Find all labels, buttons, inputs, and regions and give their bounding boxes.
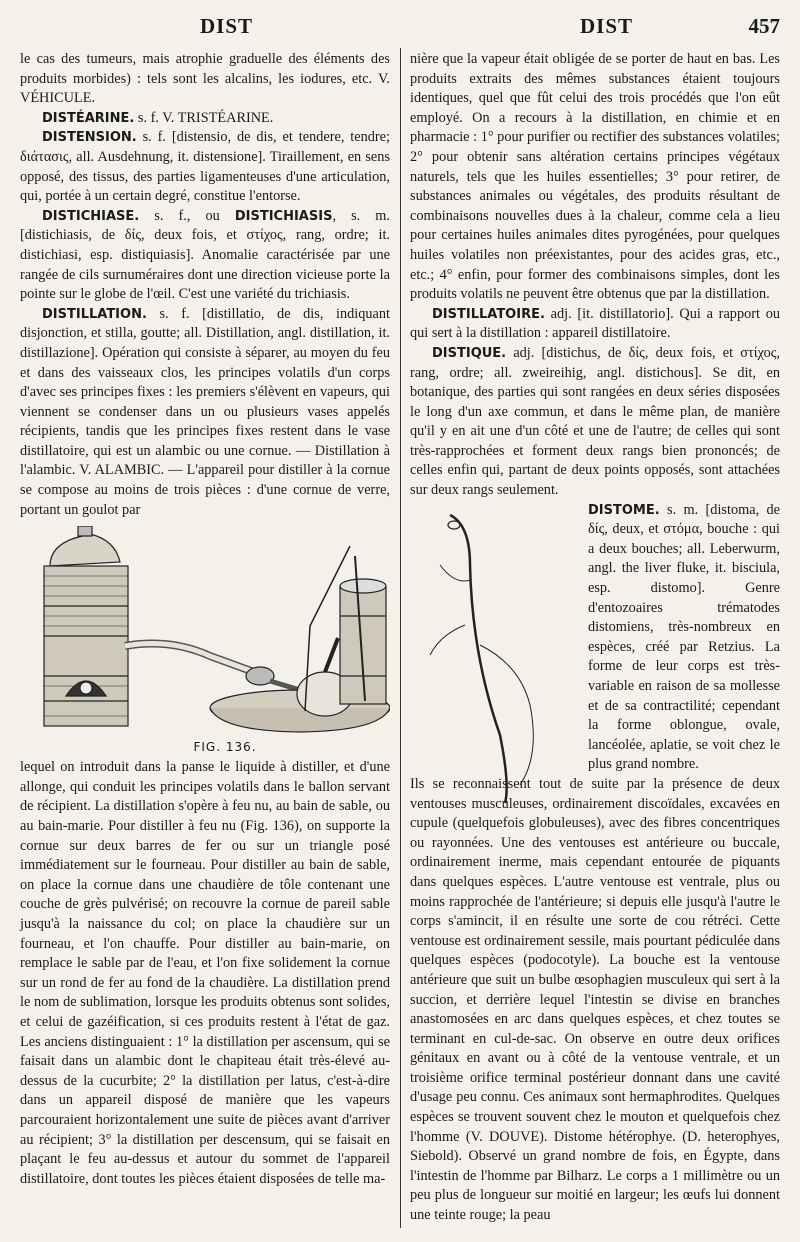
right-column [410,50,780,1226]
entry-distique [410,344,780,501]
entry-distome-body: s. m. [distoma, de δίς, deux, et στόμα, bouche : qui a deux bouches; all. Leberwurm, angl. the liver fluke, it. bisciula, esp. distomo]. Genre d'entozoaires trématodes distomiens, très-nombreux en espèces, créé par Retzius. La forme de leur corps est très-variable en raison de sa mollesse et de sa contractilité; cependant la forme oblongue, ovale, lancéolée, aplatie, se voit chez le plus grand nombre. [588,501,780,773]
headword-distome: DISTOME. [588,502,660,518]
entry-distillatoire [410,305,780,344]
running-head-left: DIST [200,14,254,38]
entry-distillation-body: s. f. [distillatio, de dis, indiquant disjonction, et stilla, goutte; all. Distillation, angl. distillation, it. distillazione]. Opération qui consiste à séparer, au moyen du feu et dans des vaisseaux clos, les principes volatils d'un corps d'avec ses principes fixes : les premiers s'élèvent en vapeurs, qui viennent se condenser dans un ou plusieurs vases appelés récipients, tandis que les principes fixes restent dans le vase distillatoire, qui est un alambic ou une cornue. — Distillation à l'alambic. V. ALAMBIC. — L'appareil pour distiller à la cornue se compose au moins de trois pièces : d'une cornue de verre, portant un goulot par [20,305,390,518]
running-head-right: DIST [580,14,634,38]
headword-distearine: DISTÉARINE. [42,110,135,126]
entry-distome-block [410,501,780,775]
column-divider [400,48,401,1228]
entry-distichiase-mid: s. f., ou [139,207,235,224]
figure-136 [20,526,390,754]
paragraph-tumeurs: le cas des tumeurs, mais atrophie graduelle des éléments des produits morbides) : tels sont les alcalins, les iodures, etc. V. VÉHICULE. [20,51,390,107]
entry-distillation [20,305,390,521]
headword-distension: DISTENSION. [42,130,137,146]
paragraph-distillation-cont: lequel on introduit dans la panse le liquide à distiller, et d'une allonge, qui conduit les principes volatils dans le ballon servant de récipient. La distillation s'opère à feu nu, au bain de sable, ou au bain-marie. Pour distiller à feu nu (Fig. 136), on supporte la cornue sur deux barres de fer ou sur un triangle posé immédiatement sur le fourneau. Pour distiller au bain de sable, on place la cornue dans une chaudière de tôle contenant une couche de grès pulvérisé; on recouvre la cornue de pareil sable jusqu'à la naissance du col; on place la chaudière sur un fourneau, et l'on chauffe. Pour distiller au bain-marie, on remplace le sable par de l'eau, et l'on fixe solidement la cornue sur un rond de fer au fond de la chaudière. La distillation prend le nom de sublimation, lorsque les produits obtenus sont solides, et celui de gazéification, si ces produits restent à l'état de gaz. Les anciens distinguaient : 1° la distillation per ascensum, qui se faisait dans un alambic dont le chapiteau était très-élevé au-dessus de la cucurbite; 2° la distillation per latus, c'est-à-dire dans un appareil disposé de manière que les vapeurs parcouraient horizontalement une suite de pièces avant d'arriver au récipient; 3° la distillation per descensum, qui se faisait en plaçant le feu au-dessus et autour du sommet de l'appareil distillatoire, dont toutes les pièces étaient disposées de telle ma- [20,759,390,1187]
headword-distillation: DISTILLATION. [42,306,147,322]
headword-distique: DISTIQUE. [432,345,507,361]
entry-distique-body: adj. [distichus, de δίς, deux fois, et στίχος, rang, ordre; all. zweireihig, angl. distichous]. Se dit, en botanique, des parties qui sont rangées en deux séries disposées le long d'un axe commun, et dans le même plan, de manière qu'il y en ait une d'un côté et une de l'autre; de celles qui sont très-rapprochées et forment deux rangs bien prononcés; de celles enfin qui, partant de deux points opposés, sont attachées sur deux rangs seulement. [410,344,780,499]
distome-worm-illustration [410,505,582,805]
entry-distearine-body: s. f. V. TRISTÉARINE. [134,109,274,126]
entry-distillatoire-body: adj. [it. distillatorio]. Qui a rapport ou qui sert à la distillation : appareil distillatoire. [410,305,780,342]
figure-caption: FIG. 136. [193,740,257,755]
headword-distillatoire: DISTILLATOIRE. [432,306,545,322]
left-column [20,50,390,1189]
page-number: 457 [748,14,780,38]
paragraph-distome-cont: Ils se reconnaissent tout de suite par la présence de deux ventouses musculeuses, ordinairement discoïdales, excavées en cupule (quelquefois globuleuses), avec des fibres concentriques ou rayonnées. Une des ventouses est antérieure ou buccale, ordinairement inerme, mais cependant entourée de piquants dans quelques espèces. L'autre ventouse est ventrale, plus ou moins rapprochée de l'antérieure; si depuis elle jusqu'à l'autre le corps s'amincit, il en résulte une sorte de cou rétréci. Cette ventouse est ordinairement sessile, mais pourtant pédiculée dans quelques espèces (podocotyle). La bouche est la ventouse antérieure que suit un bulbe œsophagien musculeux qui sert à la succion, et derrière lequel l'intestin se divise en branches anastomosées en arc dans quelques espèces, et chez toutes se terminant en cul-de-sac. On observe en outre deux orifices génitaux en avant ou à côté de la ventouse ventrale, et un troisième orifice terminal postérieur donnant dans une cavité d'usage peu connu. Ces animaux sont hermaphrodites. Quelques espèces se trouvent souvent chez le mouton et quelquefois chez l'homme (V. DOUVE). Distome hétérophye. (D. heterophyes, Siebold). Observé un grand nombre de fois, en Égypte, dans l'intestin de l'homme par Bilharz. Le corps a 1 millimètre ou un peu plus de longueur sur moitié en largeur; les œufs lui donnent une teinte rouge; la peau [410,775,780,1224]
entry-distichiase-body: , s. m. [distichiasis, de δίς, deux fois, et στίχος, rang, ordre; it. distichiasi, esp. distiquiasis]. Anomalie caractérisée par une rangée de cils surnuméraires dont une direction vicieuse porte la pointe sur le globe de l'œil. C'est une variété du trichiasis. [20,207,390,303]
entry-distearine [20,109,390,129]
entry-distichiase [20,207,390,305]
headword-distichiasis: DISTICHIASIS [234,208,333,224]
paragraph-distillation-end: nière que la vapeur était obligée de se porter de haut en bas. Les produits extraits des mêmes substances étaient toujours identiques, quel que fût celui des trois procédés que l'on eût employé. On a recours à la distillation, en chimie et en pharmacie : 1° pour purifier ou rectifier des substances volatiles; 2° pour obtenir sans altération certains principes végétaux naturels, tels que les huiles essentielles; 3° pour retirer, de substances animales ou végétales, des produits résultant de combinaisons nouvelles dues à la chaleur, comme cela a lieu pour certaines huiles animales dites pyrogénées, pour quelques huiles volatiles non préexistantes, pour des acides gras, etc., etc.; 4° enfin, pour former des combinaisons simples, dont les produits volatils ne peuvent être obtenus que par la distillation. [410,51,780,303]
retort-apparatus-illustration [20,526,390,738]
headword-distichiase: DISTICHIASE. [42,208,140,224]
entry-distension-body: s. f. [distensio, de dis, et tendere, tendre; διάτασις, all. Ausdehnung, it. distensione]. Tiraillement, en sens opposé, des tissus, des parties ligamenteuses d'une articulation, qui, portée à un certain degré, constitue l'entorse. [20,129,390,205]
entry-distension [20,128,390,206]
entry-distome [588,501,780,775]
page-header [20,12,780,42]
